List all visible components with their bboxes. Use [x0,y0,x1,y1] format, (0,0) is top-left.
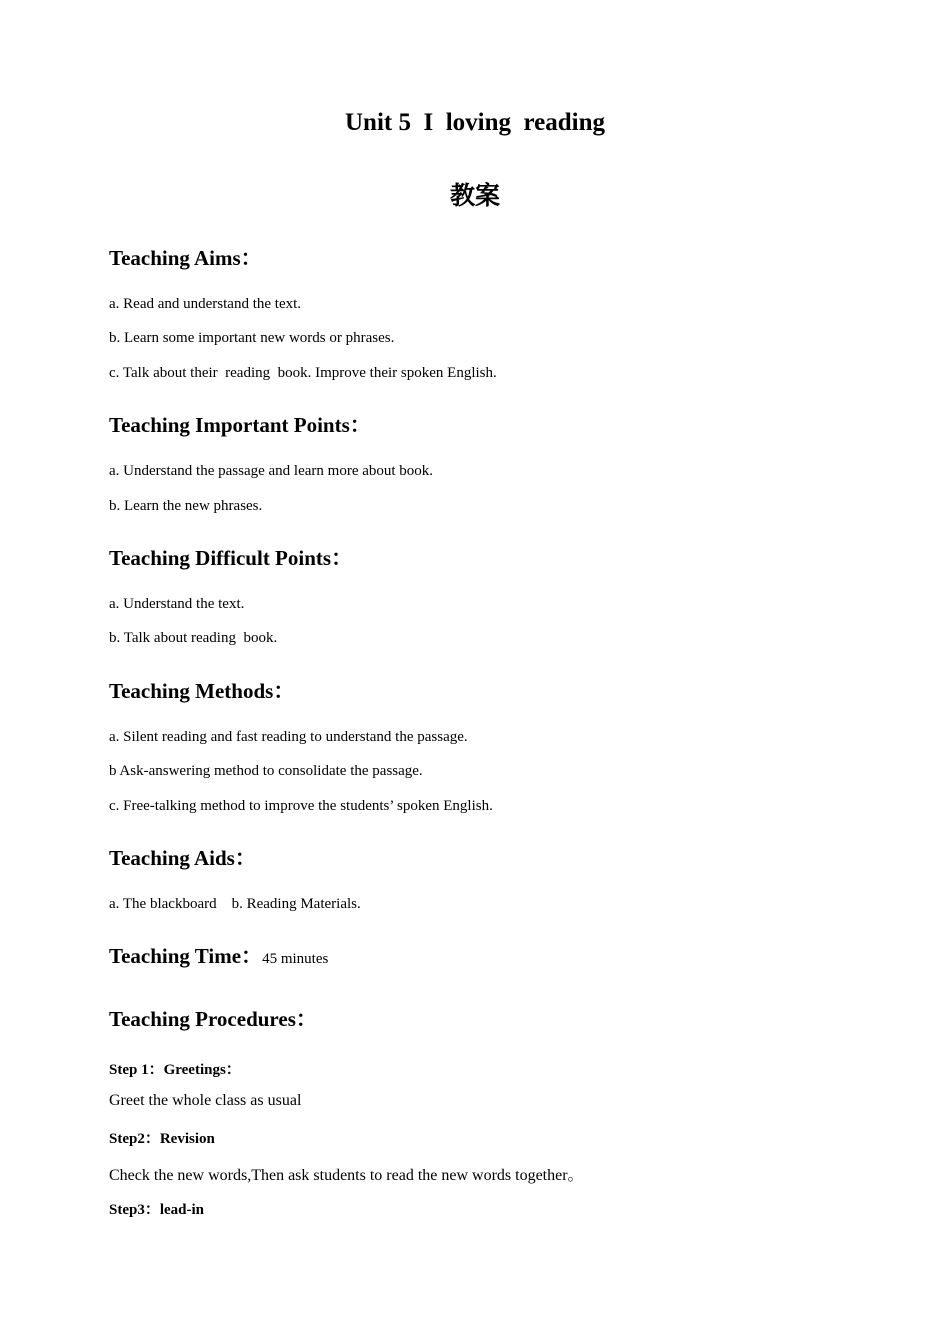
difficult-points-item: b. Talk about reading book. [109,630,278,646]
aids-text: a. The blackboard b. Reading Materials. [109,896,361,912]
time-line [109,940,328,970]
aims-item: c. Talk about their reading book. Improve their spoken English. [109,365,497,381]
time-value: 45 minutes [262,951,329,967]
important-points-item: b. Learn the new phrases. [109,498,263,514]
difficult-points-item: a. Understand the text. [109,596,245,612]
step-label: Step 1：Greetings： [109,1062,241,1078]
document-subtitle: 教案 [449,183,500,210]
time-heading: Teaching Time： [109,944,263,968]
aims-item: a. Read and understand the text. [109,296,302,312]
procedures-heading: Teaching Procedures： [109,1007,317,1031]
aids-heading: Teaching Aids： [109,846,256,870]
difficult-points-heading: Teaching Difficult Points： [109,546,353,570]
step-text: Greet the whole class as usual [109,1092,302,1109]
methods-item: a. Silent reading and fast reading to understand the passage. [109,729,468,745]
methods-heading: Teaching Methods： [109,679,295,703]
aims-item: b. Learn some important new words or phrases. [109,330,395,346]
methods-item: c. Free-talking method to improve the students’ spoken English. [109,798,493,814]
document-title: Unit 5 I loving reading [345,109,605,136]
important-points-heading: Teaching Important Points： [109,413,371,437]
step-label: Step2：Revision [109,1131,215,1147]
important-points-item: a. Understand the passage and learn more about book. [109,463,434,479]
step-text: Check the new words,Then ask students to read the new words together。 [109,1167,584,1184]
methods-item: b Ask-answering method to consolidate the passage. [109,763,423,779]
aims-heading: Teaching Aims： [109,246,262,270]
step-label: Step3：lead-in [109,1202,205,1218]
